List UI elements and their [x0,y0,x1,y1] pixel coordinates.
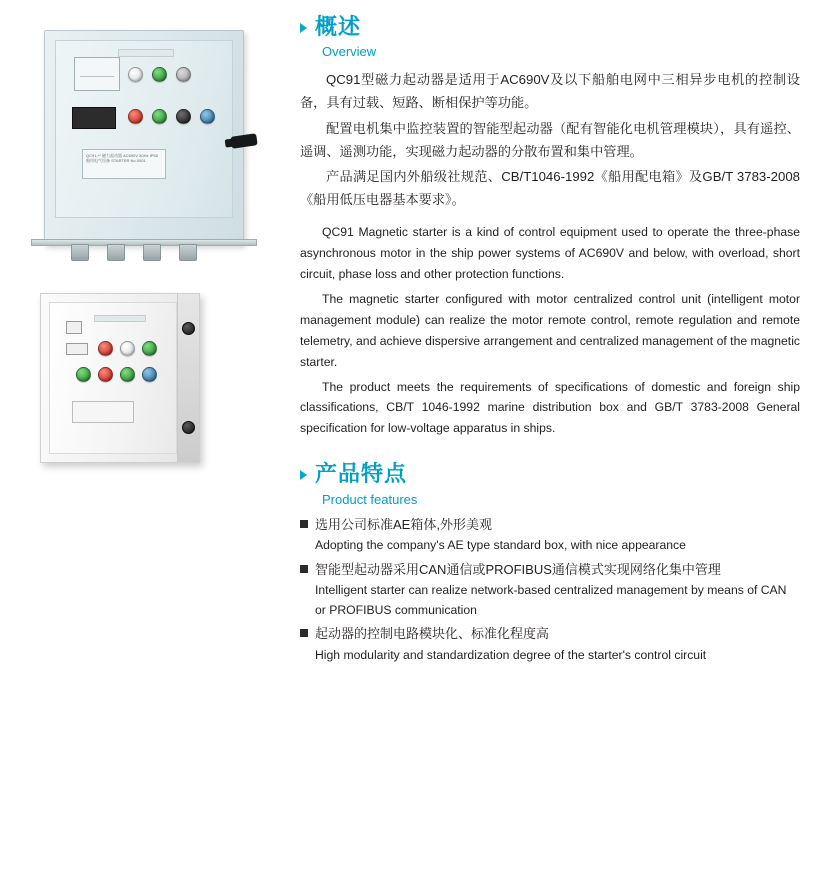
overview-paragraph-cn: QC91型磁力起动器是适用于AC690V及以下船舶电网中三相异步电机的控制设备，具有过载、短路、断相保护等功能。 [300,72,800,111]
triangle-bullet-icon [300,23,307,33]
overview-paragraph-en: QC91 Magnetic starter is a kind of control equipment used to operate the three-phase asynchronous motor in the ship power systems of AC690V and below, with overload, short circuit, phase loss and other protection functions. [300,224,800,281]
push-button-green-3 [120,367,135,382]
feature-item [300,515,800,556]
cable-gland [107,244,125,261]
overview-paragraph-cn: 配置电机集中监控装置的智能型起动器（配有智能化电机管理模块），具有遥控、遥调、遥测功能，实现磁力起动器的分散布置和集中管理。 [300,120,800,159]
enclosure-door-2 [49,302,177,454]
feature-text-cn-row [300,560,800,580]
feature-text-cn: 智能型起动器采用CAN通信或PROFIBUS通信模式实现网络化集中管理 [315,561,721,577]
door-lock-upper [182,322,195,335]
overview-heading [300,14,800,40]
push-button-blue [200,109,215,124]
push-button-blue-2 [142,367,157,382]
push-button-red-3 [98,367,113,382]
indicator-lamp-grey [176,67,191,82]
selector-switch [66,321,82,334]
cable-gland [179,244,197,261]
push-button-red-2 [98,341,113,356]
feature-text-en: Adopting the company's AE type standard box, with nice appearance [315,537,686,552]
indicator-lamp-green [152,67,167,82]
features-list [300,515,800,665]
control-module-display [72,107,116,129]
feature-text-cn-row [300,515,800,535]
door-handle [230,133,257,149]
feature-text-cn: 起动器的控制电路模块化、标准化程度高 [315,626,550,642]
push-button-green [152,109,167,124]
square-bullet-icon [300,520,308,528]
cable-gland [143,244,161,261]
features-title-en: Product features [322,491,418,507]
door-lock-lower [182,421,195,434]
enclosure-door [55,40,233,218]
feature-item [300,624,800,665]
door-label-strip-2 [94,315,146,322]
push-button-green-2 [76,367,91,382]
features-heading [300,461,800,487]
starter-enclosure-blue [44,30,244,245]
product-photo-2 [18,293,290,463]
feature-text-en: High modularity and standardization degree of the starter's control circuit [315,647,707,662]
square-bullet-icon [300,629,308,637]
cable-glands-row [45,244,243,262]
indicator-lamp-white [128,67,143,82]
overview-title-en: Overview [322,44,377,60]
push-button-black [176,109,191,124]
features-title-cn: 产品特点 [315,461,408,487]
cable-gland [71,244,89,261]
indicator-lamp-green-2 [142,341,157,356]
content-column [290,0,830,869]
door-label-strip [118,49,174,57]
ammeter-gauge [74,57,120,91]
overview-paragraph-en: The product meets the requirements of specifications of domestic and foreign ship classifications, CB/T 1046-1992 marine distribution box and GB/T 3783-2008 General specification for low-voltage apparatus in ships. [300,379,800,436]
product-images-column [0,0,290,869]
nameplate-2 [72,401,134,423]
feature-text-en: Intelligent starter can realize network-based centralized management by means of CAN or PROFIBUS communication [315,582,787,617]
control-module-display-2 [66,343,88,355]
square-bullet-icon [300,565,308,573]
feature-item [300,560,800,621]
product-photo-1 [18,30,290,245]
overview-title-cn: 概述 [315,14,362,39]
triangle-bullet-icon [300,470,307,480]
feature-text-cn-row [300,624,800,644]
overview-paragraph-cn: 产品满足国内外船级社规范、CB/T1046-1992《船用配电箱》及GB/T 3783-2008《船用低压电器基本要求》。 [300,169,800,207]
nameplate: QC91-** 磁力起动器 AC690V 50Hz IP56 船用电气设备 STARTER No.0001 [82,149,166,179]
starter-enclosure-white [40,293,200,463]
overview-paragraph-en: The magnetic starter configured with motor centralized control unit (intelligent motor management module) can realize the motor remote control, remote regulation and remote telemetry, and achieve dispersive arrangement and centralized management of the magnetic starter. [300,291,800,369]
feature-text-cn: 选用公司标准AE箱体,外形美观 [315,516,492,532]
enclosure-side-panel [177,294,199,462]
push-button-red [128,109,143,124]
indicator-lamp-white-2 [120,341,135,356]
